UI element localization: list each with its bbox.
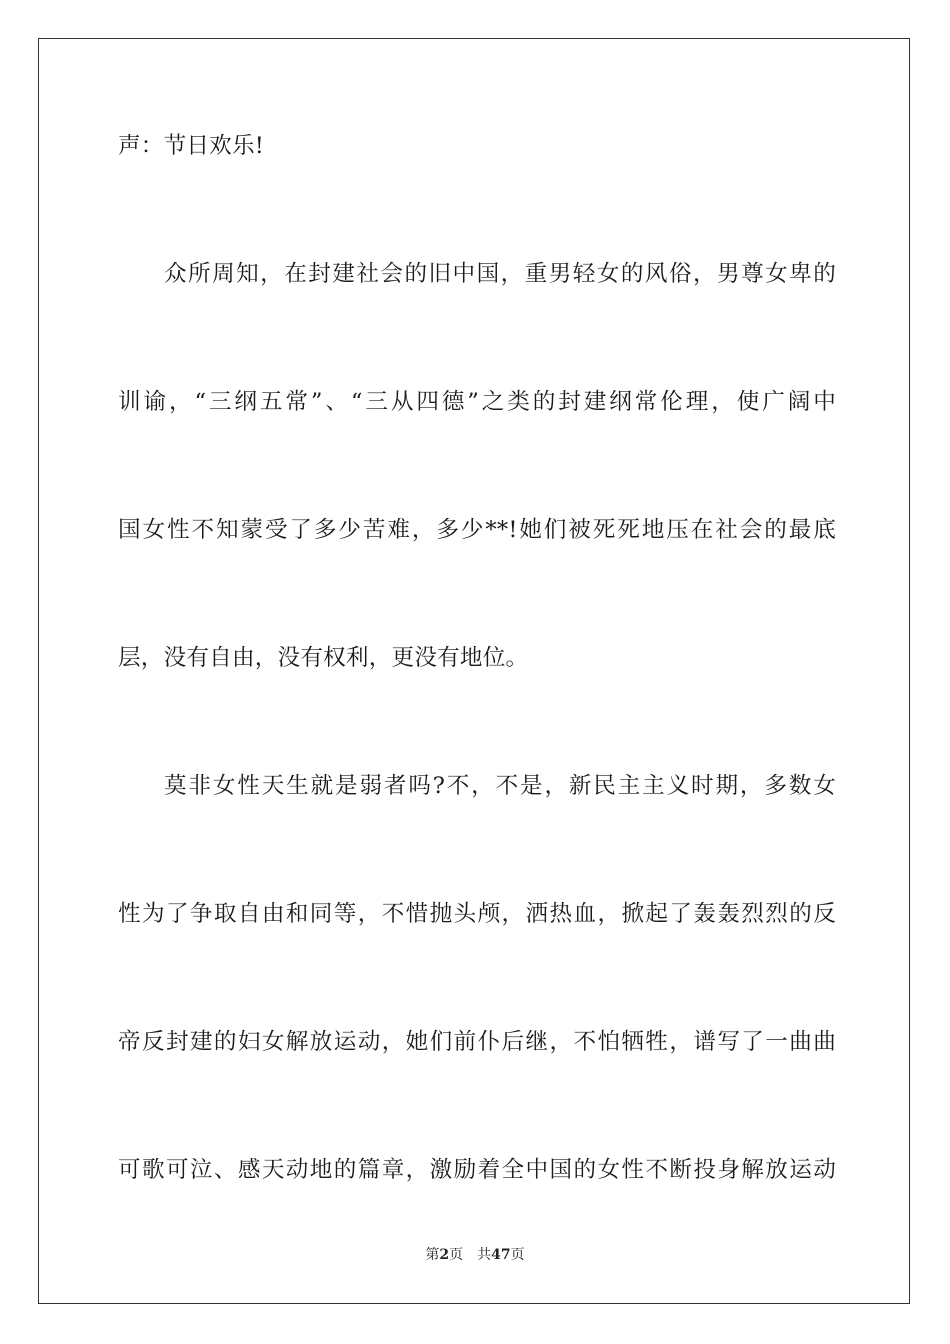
text-line-1: 声：节日欢乐! bbox=[118, 133, 265, 159]
text-line-4: 国女性不知蒙受了多少苦难，多少**!她们被死死地压在社会的最底 bbox=[118, 517, 836, 543]
page-suffix: 页 bbox=[449, 1247, 464, 1263]
page-footer bbox=[0, 1245, 950, 1265]
text-line-5: 层，没有自由，没有权利，更没有地位。 bbox=[118, 645, 529, 671]
page-number: 2 bbox=[439, 1247, 450, 1263]
text-line-8: 帝反封建的妇女解放运动，她们前仆后继，不怕牺牲，谱写了一曲曲 bbox=[118, 1029, 836, 1055]
page-prefix: 第 bbox=[425, 1247, 440, 1263]
text-line-2: 众所周知，在封建社会的旧中国，重男轻女的风俗，男尊女卑的 bbox=[164, 261, 836, 287]
total-prefix: 共 bbox=[477, 1247, 492, 1263]
text-line-3: 训谕，“三纲五常”、“三从四德”之类的封建纲常伦理，使广阔中 bbox=[118, 389, 836, 415]
total-suffix: 页 bbox=[510, 1247, 525, 1263]
text-line-6: 莫非女性天生就是弱者吗?不，不是，新民主主义时期，多数女 bbox=[164, 773, 836, 799]
text-line-7: 性为了争取自由和同等，不惜抛头颅，洒热血，掀起了轰轰烈烈的反 bbox=[118, 901, 836, 927]
text-line-9: 可歌可泣、感天动地的篇章，激励着全中国的女性不断投身解放运动 bbox=[118, 1157, 836, 1183]
total-pages: 47 bbox=[491, 1247, 511, 1263]
